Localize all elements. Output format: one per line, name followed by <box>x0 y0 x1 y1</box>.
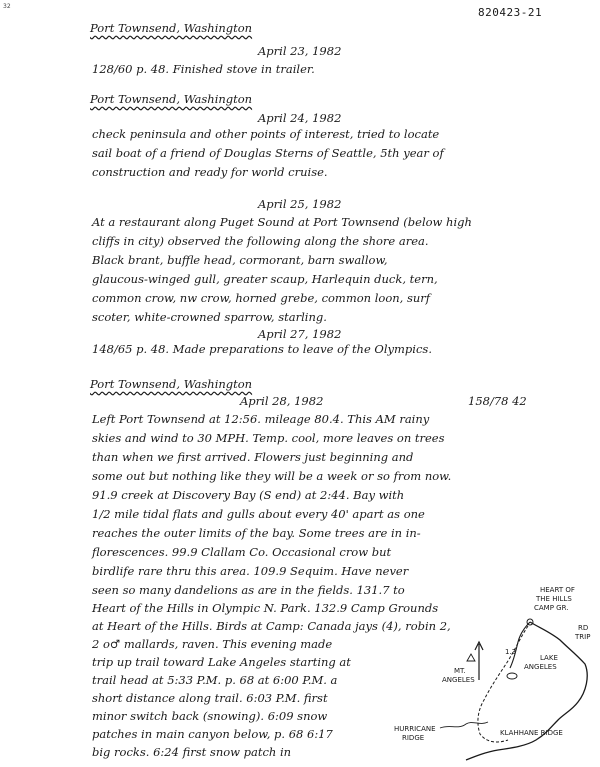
map-label-mt-angeles: ANGELES <box>442 676 475 684</box>
entry-line: scoter, white-crowned sparrow, starling. <box>92 310 327 324</box>
entry-line: trip up trail toward Lake Angeles starting at <box>92 655 351 669</box>
entry-line: check peninsula and other points of interest, tried to locate <box>92 127 440 141</box>
trail-line <box>478 626 528 742</box>
entry-date: April 24, 1982 <box>258 111 342 125</box>
map-label-klahhane-ridge: KLAHHANE RIDGE <box>500 729 563 737</box>
map-label-hurricane-ridge: HURRICANE <box>394 725 436 733</box>
map-label-hurricane-ridge: RIDGE <box>402 734 425 742</box>
entry-line: minor switch back (snowing). 6:09 snow <box>92 709 328 723</box>
entry-line: reaches the outer limits of the bay. Some trees are in in- <box>92 526 421 540</box>
document-id: 820423-21 <box>478 6 543 19</box>
map-label-lake-angeles: ANGELES <box>524 663 557 671</box>
peak-marker <box>467 654 475 661</box>
entry-line: at Heart of the Hills. Birds at Camp: Canada jays (4), robin 2, <box>92 619 451 633</box>
page-number: 32 <box>3 3 11 10</box>
entry-line: At a restaurant along Puget Sound at Port Townsend (below high <box>92 215 472 229</box>
entry-location: Port Townsend, Washington <box>90 377 253 391</box>
entry-line: short distance along trail. 6:03 P.M. first <box>92 691 328 705</box>
entry-line: 1/2 mile tidal flats and gulls about every 40' apart as one <box>92 507 425 521</box>
entry-location: Port Townsend, Washington <box>90 21 253 35</box>
entry-line: than when we first arrived. Flowers just beginning and <box>92 450 414 464</box>
entry-line: cliffs in city) observed the following along the shore area. <box>92 234 429 248</box>
entry-line: sail boat of a friend of Douglas Sterns of Seattle, 5th year of <box>92 146 444 160</box>
north-arrow-icon <box>475 642 483 680</box>
map-label-lake-angeles: LAKE <box>540 654 558 662</box>
map-label-heart-of-hills: CAMP GR. <box>534 604 569 612</box>
map-label-heart-of-hills: THE HILLS <box>536 595 572 603</box>
entry-line: Left Port Townsend at 12:56. mileage 80.4. This AM rainy <box>92 412 430 426</box>
entry-line: skies and wind to 30 MPH. Temp. cool, more leaves on trees <box>92 431 445 445</box>
entry-line: 128/60 p. 48. Finished stove in trailer. <box>92 62 315 76</box>
entry-date: April 28, 1982 <box>240 394 324 408</box>
road-line <box>466 622 587 760</box>
map-label-heart-of-hills: HEART OF <box>540 586 575 594</box>
entry-line: common crow, nw crow, horned grebe, common loon, surf <box>92 291 431 305</box>
map-label-mileage: 1.3 <box>505 648 517 656</box>
entry-line: Black brant, buffle head, cormorant, barn swallow, <box>92 253 388 267</box>
entry-aside: 158/78 42 <box>468 394 527 408</box>
entry-line: big rocks. 6:24 first snow patch in <box>92 745 292 759</box>
entry-date: April 23, 1982 <box>258 44 342 58</box>
entry-line: construction and ready for world cruise. <box>92 165 328 179</box>
entry-line: seen so many dandelions as are in the fields. 131.7 to <box>92 583 405 597</box>
lake-marker <box>507 673 517 679</box>
trail-sketch-map <box>380 580 600 767</box>
entry-line: trail head at 5:33 P.M. p. 68 at 6:00 P.M. a <box>92 673 338 687</box>
entry-line: Heart of the Hills in Olympic N. Park. 132.9 Camp Grounds <box>92 601 439 615</box>
entry-line: 148/65 p. 48. Made preparations to leave of the Olympics. <box>92 342 432 356</box>
map-label-rd-trip: RD <box>578 624 589 632</box>
map-label-mt-angeles: MT. <box>454 667 466 675</box>
map-label-rd-trip: TRIP <box>575 633 591 641</box>
entry-line: florescences. 99.9 Clallam Co. Occasional crow but <box>92 545 392 559</box>
entry-location: Port Townsend, Washington <box>90 92 253 106</box>
entry-line: 2 o♂ mallards, raven. This evening made <box>92 637 333 651</box>
entry-date: April 25, 1982 <box>258 197 342 211</box>
entry-line: 91.9 creek at Discovery Bay (S end) at 2:44. Bay with <box>92 488 405 502</box>
entry-line: some out but nothing like they will be a week or so from now. <box>92 469 452 483</box>
entry-line: birdlife rare thru this area. 109.9 Sequim. Have never <box>92 564 409 578</box>
entry-line: patches in main canyon below, p. 68 6:17 <box>92 727 333 741</box>
entry-line: glaucous-winged gull, greater scaup, Harlequin duck, tern, <box>92 272 438 286</box>
entry-date: April 27, 1982 <box>258 327 342 341</box>
